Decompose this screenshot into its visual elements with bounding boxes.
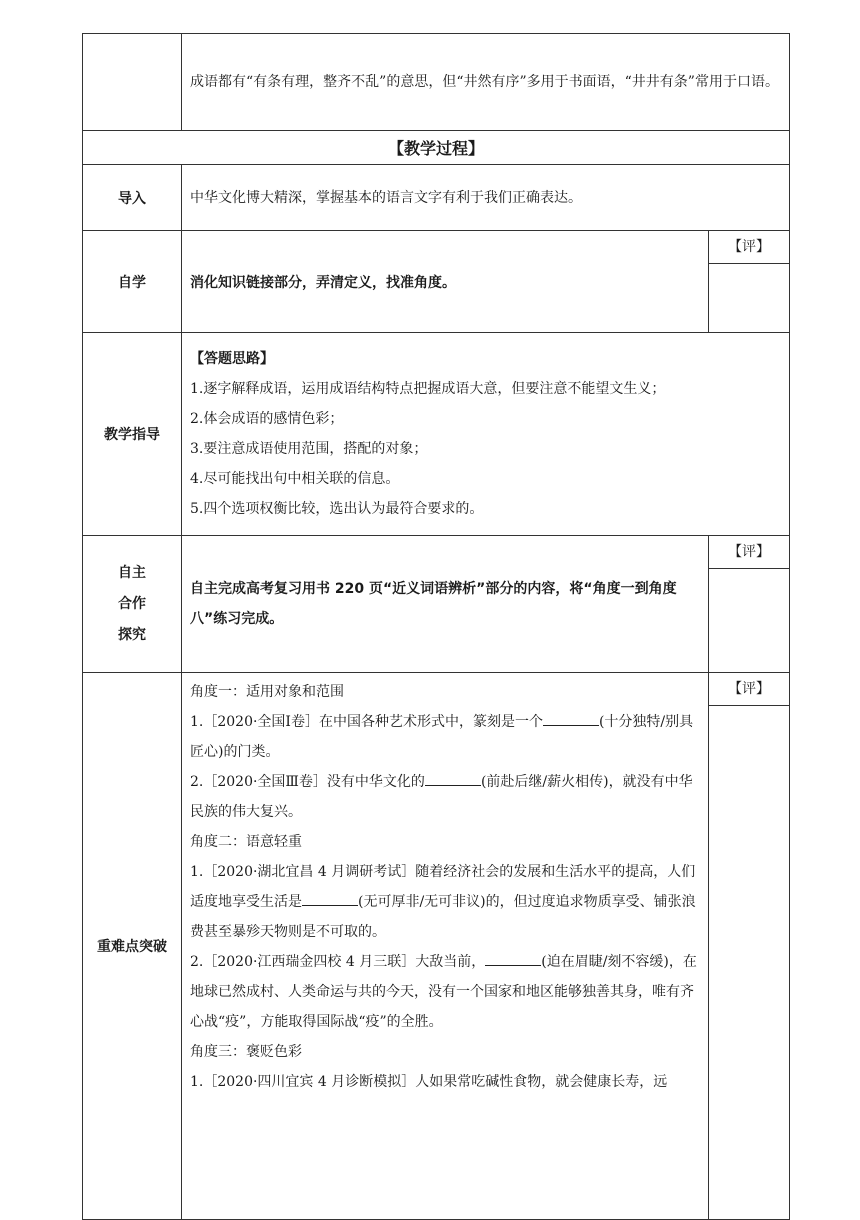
question: 2.［2020·全国Ⅲ卷］没有中华文化的 (前赴后继/薪火相传)，就没有中华民族的伟大复兴。	[190, 767, 700, 827]
guidance-cell	[182, 333, 790, 536]
self-study-text: 消化知识链接部分，弄清定义，找准角度。	[190, 274, 456, 291]
self-study-cell	[182, 231, 790, 333]
breakthrough-row	[83, 673, 790, 1220]
self-study-eval-box	[708, 231, 789, 332]
explore-label-line: 合作	[118, 595, 146, 612]
self-study-row	[83, 231, 790, 333]
explore-eval-box	[708, 536, 789, 672]
question: 1.［2020·全国Ⅰ卷］在中国各种艺术形式中，篆刻是一个 (十分独特/别具匠心)的门类。	[190, 707, 700, 767]
explore-label	[83, 536, 182, 673]
continuation-row	[83, 34, 790, 131]
continuation-cell	[182, 34, 790, 131]
guidance-label: 教学指导	[83, 333, 182, 536]
question: 2.［2020·江西瑞金四校 4 月三联］大敌当前， (迫在眉睫/刻不容缓)，在地球已然成村、人类命运与共的今天，没有一个国家和地区能够独善其身，唯有齐心战“疫”，方能取得国际战“疫”的全胜。	[190, 947, 700, 1037]
explore-cell	[182, 536, 790, 673]
empty-label-cell	[83, 34, 182, 131]
explore-eval-label: 【评】	[709, 536, 789, 569]
lesson-table	[82, 33, 790, 1220]
section-heading: 【教学过程】	[83, 131, 790, 165]
angle-title: 角度三：褒贬色彩	[190, 1044, 302, 1060]
guidance-item: 1.逐字解释成语，运用成语结构特点把握成语大意，但要注意不能望文生义；	[190, 381, 666, 397]
question: 1.［2020·四川宜宾 4 月诊断模拟］人如果常吃碱性食物，就会健康长寿，远	[190, 1074, 668, 1090]
breakthrough-label: 重难点突破	[83, 673, 182, 1220]
answer-blank	[425, 771, 481, 786]
guidance-item: 4.尽可能找出句中相关联的信息。	[190, 471, 400, 487]
lesson-plan-sheet	[82, 33, 790, 1216]
intro-row	[83, 165, 790, 231]
explore-row	[83, 536, 790, 673]
explore-text: 自主完成高考复习用书 220 页“近义词语辨析”部分的内容，将“角度一到角度八”练习完成。	[190, 581, 677, 627]
breakthrough-eval-blank	[709, 706, 789, 1219]
continuation-text: 成语都有“有条有理，整齐不乱”的意思，但“井然有序”多用于书面语，“井井有条”常用于口语。	[190, 74, 779, 90]
self-study-eval-label: 【评】	[709, 231, 789, 264]
guidance-item: 3.要注意成语使用范围，搭配的对象；	[190, 441, 428, 457]
explore-label-line: 探究	[118, 626, 146, 643]
angle-title: 角度二：语意轻重	[190, 834, 302, 850]
breakthrough-eval-label: 【评】	[709, 673, 789, 706]
guidance-item: 2.体会成语的感情色彩；	[190, 411, 344, 427]
section-heading-row	[83, 131, 790, 165]
answer-blank	[302, 891, 358, 906]
intro-text: 中华文化博大精深，掌握基本的语言文字有利于我们正确表达。	[182, 165, 790, 231]
explore-label-line: 自主	[118, 564, 146, 581]
question: 1.［2020·湖北宜昌 4 月调研考试］随着经济社会的发展和生活水平的提高，人们适度地享受生活是 (无可厚非/无可非议)的，但过度追求物质享受、铺张浪费甚至暴殄天物则是不可取的。	[190, 864, 696, 940]
guidance-title: 【答题思路】	[190, 351, 274, 367]
intro-label: 导入	[83, 165, 182, 231]
self-study-label: 自学	[83, 231, 182, 333]
guidance-row	[83, 333, 790, 536]
guidance-item: 5.四个选项权衡比较，选出认为最符合要求的。	[190, 501, 484, 517]
explore-eval-blank	[709, 569, 789, 672]
answer-blank	[543, 711, 599, 726]
breakthrough-eval-box	[708, 673, 789, 1219]
answer-blank	[485, 951, 541, 966]
self-study-eval-blank	[709, 264, 789, 332]
angle-title: 角度一：适用对象和范围	[190, 684, 344, 700]
breakthrough-cell	[182, 673, 790, 1220]
